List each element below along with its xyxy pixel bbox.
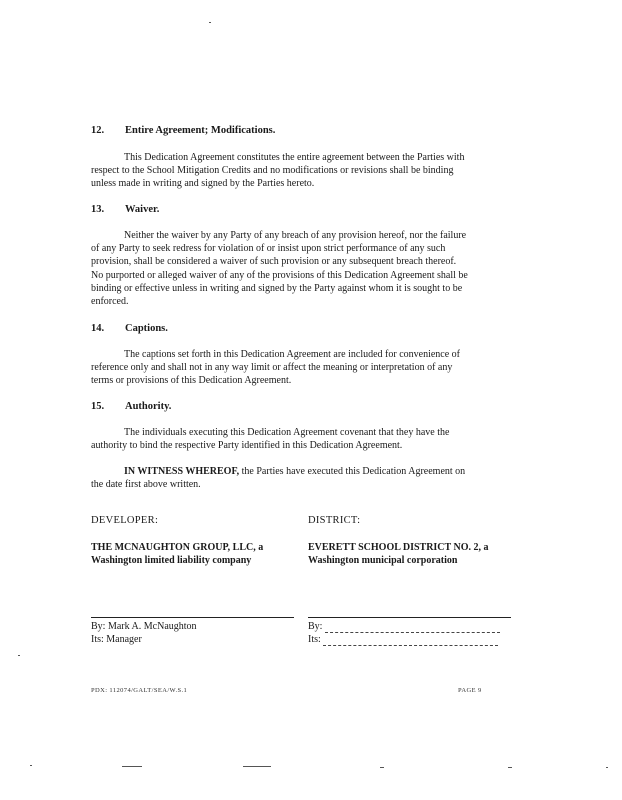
body-line: unless made in writing and signed by the Parties hereto. [91, 178, 315, 190]
body-line: This Dedication Agreement constitutes the entire agreement between the Parties with [124, 152, 465, 163]
section-number: 13. [91, 204, 105, 215]
section-14-heading [91, 323, 168, 334]
body-line: provision, shall be considered a waiver of such provision or any subsequent breach thereof. [91, 256, 457, 268]
witness-lead: IN WITNESS WHEREOF, [124, 466, 240, 477]
entity-line: Washington limited liability company [91, 555, 252, 566]
by-line: By: [308, 621, 323, 632]
section-15-body [91, 426, 521, 452]
developer-signatory [91, 620, 197, 646]
scan-speck [209, 22, 211, 23]
witness-text: the date first above written. [91, 479, 201, 491]
by-blank[interactable] [325, 623, 500, 633]
district-entity [308, 541, 489, 567]
body-line: respect to the School Mitigation Credits and no modifications or revisions shall be binding [91, 165, 454, 177]
scan-speck [606, 767, 608, 768]
entity-line: THE MCNAUGHTON GROUP, LLC, a [91, 542, 264, 553]
scan-speck [18, 655, 20, 656]
its-line: Its: [308, 634, 321, 645]
developer-signature-line[interactable] [91, 617, 294, 618]
section-14-body [91, 348, 521, 388]
footer-doc-id: PDX: 112074/GALT/SEA/W.S.1 [91, 687, 188, 694]
witness-clause [91, 465, 521, 491]
its-blank[interactable] [323, 636, 498, 646]
entity-line: Washington municipal corporation [308, 555, 458, 566]
entity-line: EVERETT SCHOOL DISTRICT NO. 2, a [308, 542, 489, 553]
body-line: binding or effective unless in writing and signed by the Party against whom it is sought to be [91, 282, 463, 294]
scan-speck [122, 766, 142, 767]
section-title: Authority. [125, 401, 172, 412]
scan-speck [243, 766, 271, 767]
section-title: Entire Agreement; Modifications. [125, 125, 276, 136]
district-label: DISTRICT: [308, 515, 361, 526]
section-12-body [91, 151, 521, 191]
body-line: enforced. [91, 296, 129, 308]
by-line: By: Mark A. McNaughton [91, 621, 197, 632]
section-15-heading [91, 401, 171, 412]
witness-text: the Parties have executed this Dedication Agreement on [239, 466, 466, 477]
section-number: 12. [91, 125, 105, 136]
section-number: 14. [91, 323, 105, 334]
its-line: Its: Manager [91, 634, 142, 645]
section-13-body [91, 229, 521, 308]
body-line: authority to bind the respective Party identified in this Dedication Agreement. [91, 440, 403, 452]
body-line: The captions set forth in this Dedication Agreement are included for convenience of [124, 349, 460, 360]
district-signature-line[interactable] [308, 617, 511, 618]
body-line: terms or provisions of this Dedication Agreement. [91, 375, 292, 387]
section-title: Captions. [125, 323, 168, 334]
body-line: No purported or alleged waiver of any of the provisions of this Dedication Agreement shall be [91, 269, 468, 281]
developer-label: DEVELOPER: [91, 515, 159, 526]
scan-speck [380, 767, 384, 768]
developer-entity [91, 541, 263, 567]
section-title: Waiver. [125, 204, 160, 215]
body-line: of any Party to seek redress for violation of or insist upon strict performance of any such [91, 243, 446, 255]
district-signatory [308, 620, 513, 646]
section-13-heading [91, 204, 159, 215]
body-line: The individuals executing this Dedication Agreement covenant that they have the [124, 427, 450, 438]
body-line: reference only and shall not in any way limit or affect the meaning or interpretation of any [91, 362, 453, 374]
scan-speck [30, 765, 32, 766]
scan-speck [508, 767, 512, 768]
section-number: 15. [91, 401, 105, 412]
section-12-heading [91, 125, 275, 136]
body-line: Neither the waiver by any Party of any breach of any provision hereof, nor the failure [124, 230, 467, 241]
footer-page-number: PAGE 9 [458, 687, 482, 694]
